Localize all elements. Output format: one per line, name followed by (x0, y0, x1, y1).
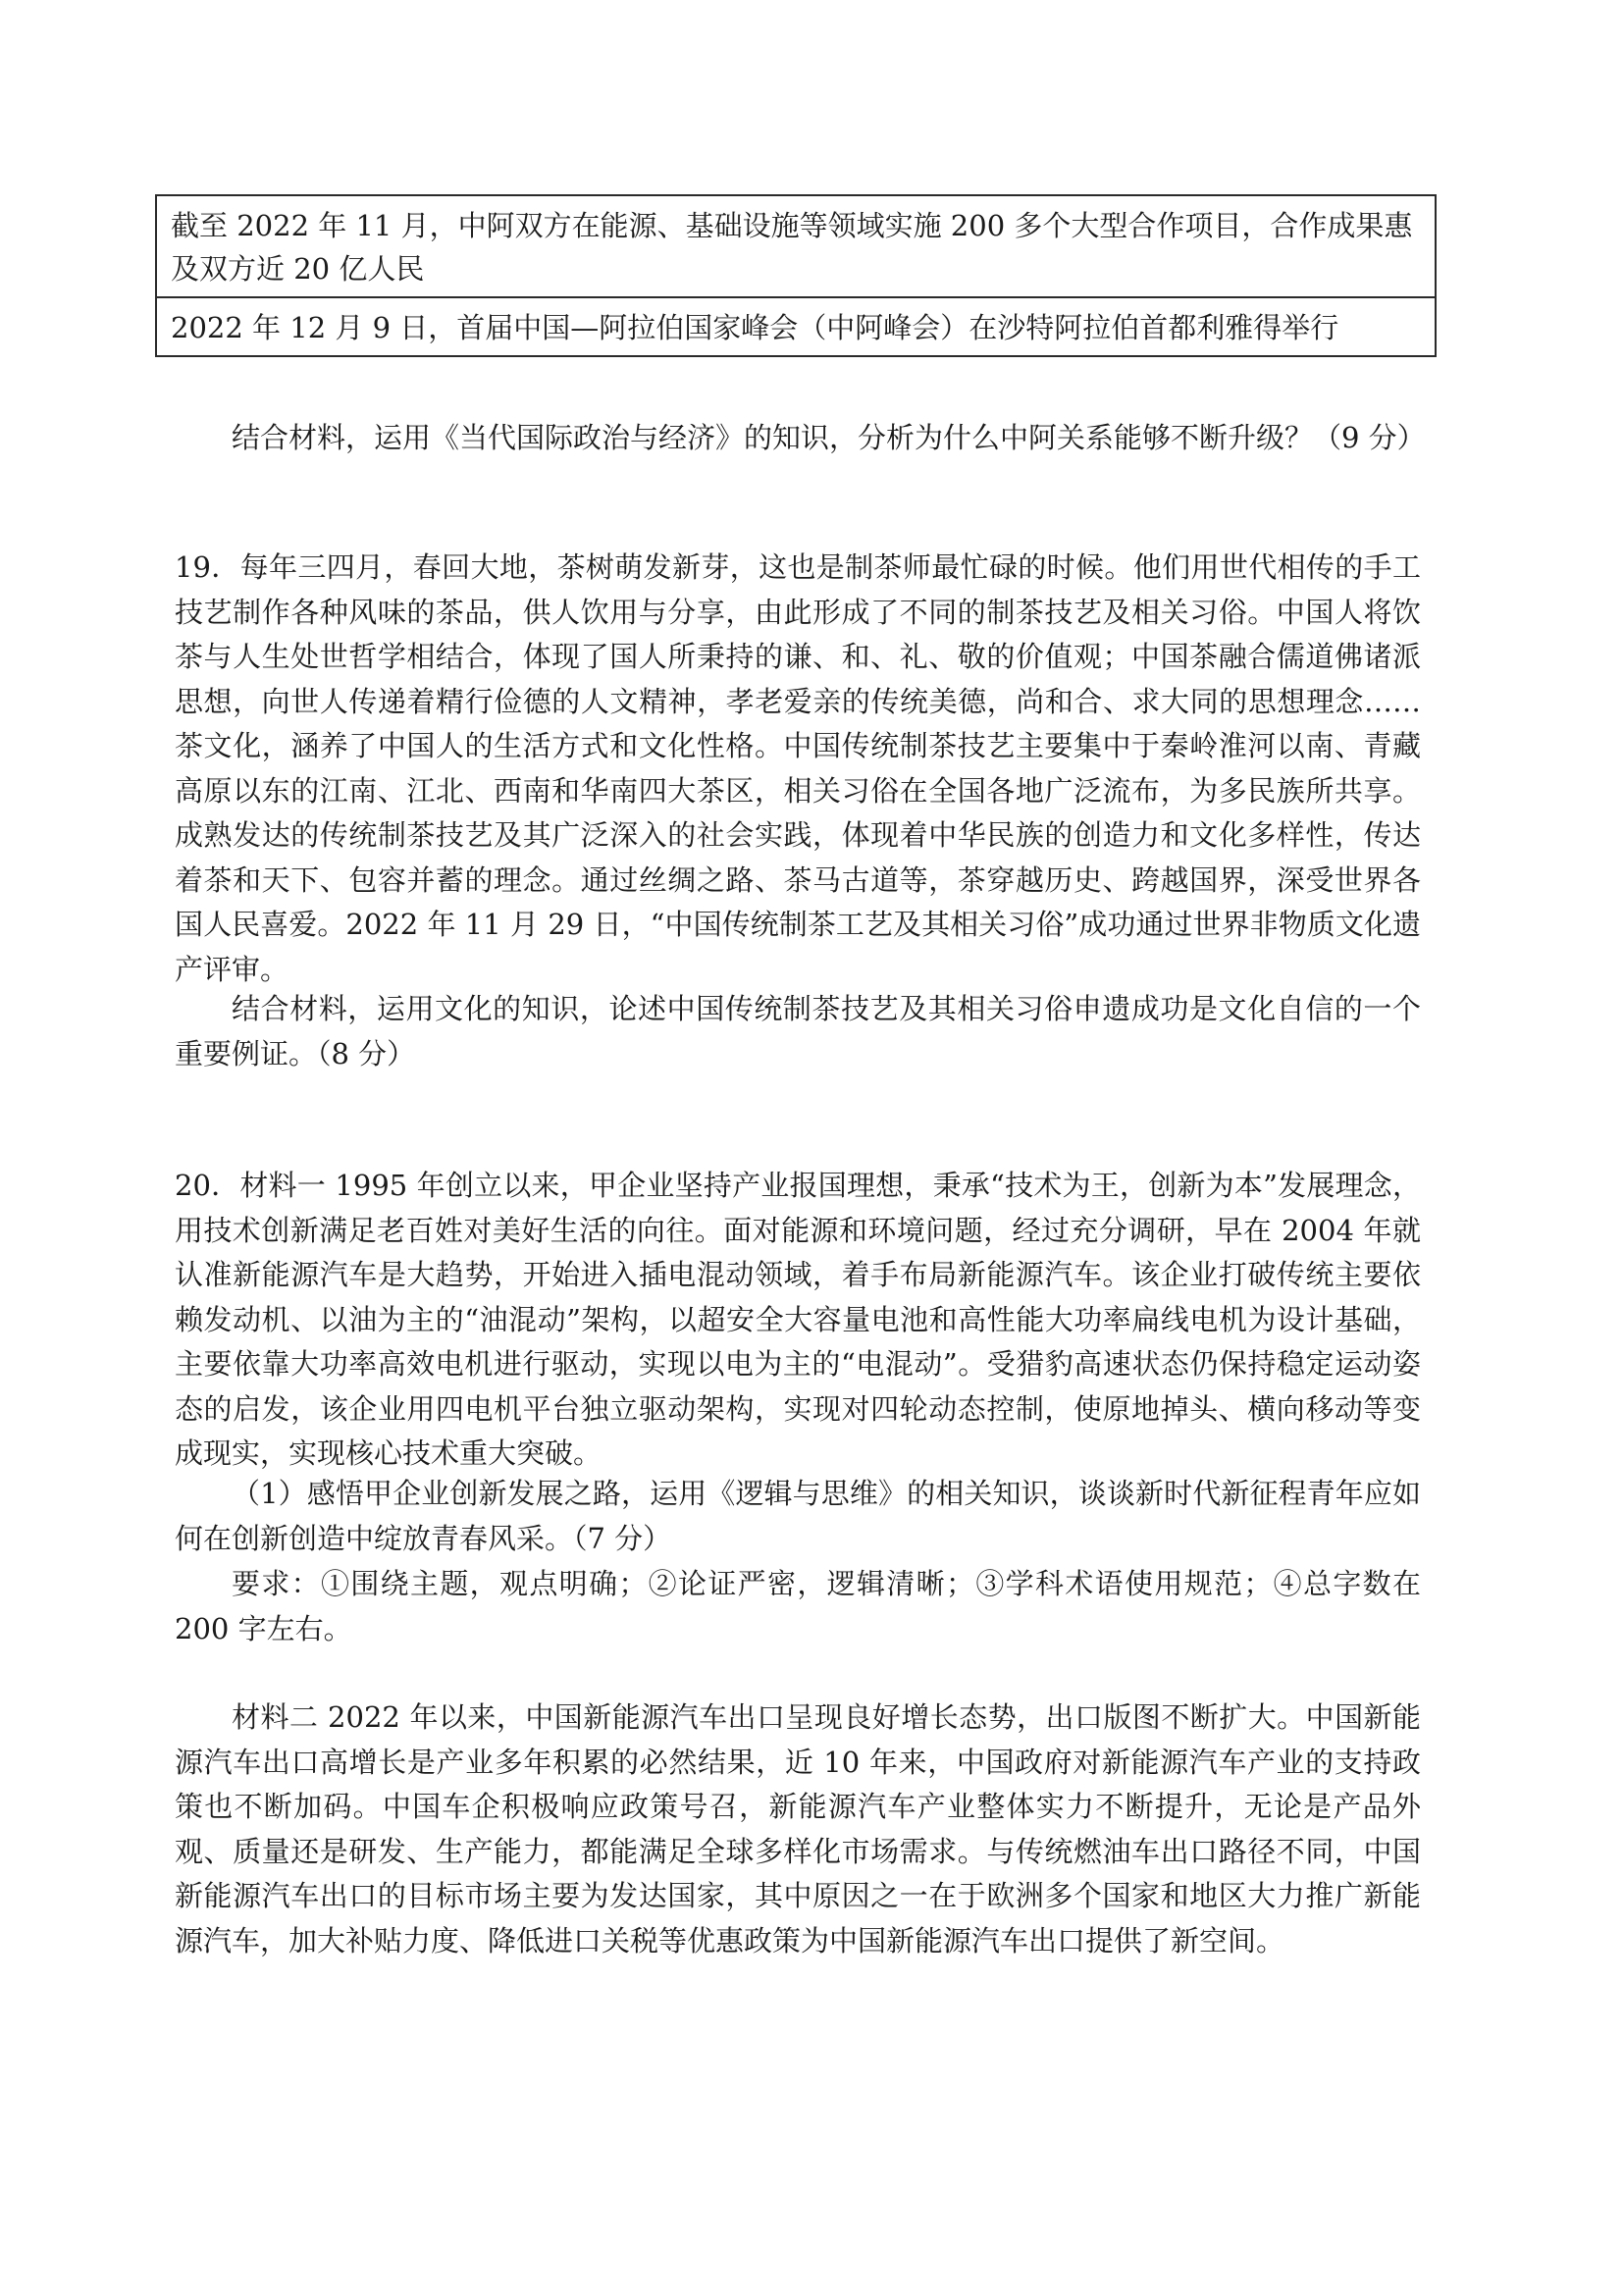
question-19-material: 19．每年三四月，春回大地，茶树萌发新芽，这也是制茶师最忙碌的时候。他们用世代相传的手工技艺制作各种风味的茶品，供人饮用与分享，由此形成了不同的制茶技艺及相关习俗。中国人将饮茶与人生处世哲学相结合，体现了国人所秉持的谦、和、礼、敬的价值观；中国茶融合儒道佛诸派思想，向世人传递着精行俭德的人文精神，孝老爱亲的传统美德，尚和合、求大同的思想理念……茶文化，涵养了中国人的生活方式和文化性格。中国传统制茶技艺主要集中于秦岭淮河以南、青藏高原以东的江南、江北、西南和华南四大茶区，相关习俗在全国各地广泛流布，为多民族所共享。成熟发达的传统制茶技艺及其广泛深入的社会实践，体现着中华民族的创造力和文化多样性，传达着茶和天下、包容并蓄的理念。通过丝绸之路、茶马古道等，茶穿越历史、跨越国界，深受世界各国人民喜爱。2022 年 11 月 29 日，“中国传统制茶工艺及其相关习俗”成功通过世界非物质文化遗产评审。 (175, 550, 1421, 986)
table-row: 2022 年 12 月 9 日，首届中国—阿拉伯国家峰会（中阿峰会）在沙特阿拉伯首都利雅得举行 (157, 296, 1435, 355)
table-row: 截至 2022 年 11 月，中阿双方在能源、基础设施等领域实施 200 多个大型合作项目，合作成果惠及双方近 20 亿人民 (171, 209, 1413, 286)
question-20-material-1: 20．材料一 1995 年创立以来，甲企业坚持产业报国理想，秉承“技术为王，创新为本”发展理念，用技术创新满足老百姓对美好生活的向往。面对能源和环境问题，经过充分调研，早在 2004 年就认准新能源汽车是大趋势，开始进入插电混动领域，着手布局新能源汽车。该企业打破传统主要依赖发动机、以油为主的“油混动”架构，以超安全大容量电池和高性能大功率扁线电机为设计基础，主要依靠大功率高效电机进行驱动，实现以电为主的“电混动”。受猎豹高速状态仍保持稳定运动姿态的启发，该企业用四电机平台独立驱动架构，实现对四轮动态控制，使原地掉头、横向移动等变成现实，实现核心技术重大突破。 (175, 1169, 1421, 1470)
question-20-material-2: 材料二 2022 年以来，中国新能源汽车出口呈现良好增长态势，出口版图不断扩大。中国新能源汽车出口高增长是产业多年积累的必然结果，近 10 年来，中国政府对新能源汽车产业的支持政策也不断加码。中国车企积极响应政策号召，新能源汽车产业整体实力不断提升，无论是产品外观、质量还是研发、生产能力，都能满足全球多样化市场需求。与传统燃油车出口路径不同，中国新能源汽车出口的目标市场主要为发达国家，其中原因之一在于欧洲多个国家和地区大力推广新能源汽车，加大补贴力度、降低进口关税等优惠政策为中国新能源汽车出口提供了新空间。 (175, 1700, 1421, 1957)
question-20-sub-1: （1）感悟甲企业创新发展之路，运用《逻辑与思维》的相关知识，谈谈新时代新征程青年应如何在创新创造中绽放青春风采。（7 分） (175, 1477, 1421, 1555)
question-18-prompt: 结合材料，运用《当代国际政治与经济》的知识，分析为什么中阿关系能够不断升级？（9 分） (232, 421, 1426, 454)
question-20-requirement: 要求：①围绕主题，观点明确；②论证严密，逻辑清晰；③学科术语使用规范；④总字数在 200 字左右。 (175, 1567, 1421, 1645)
material-table (155, 194, 1437, 357)
question-19-prompt: 结合材料，运用文化的知识，论述中国传统制茶技艺及其相关习俗申遗成功是文化自信的一个重要例证。（8 分） (175, 992, 1421, 1070)
